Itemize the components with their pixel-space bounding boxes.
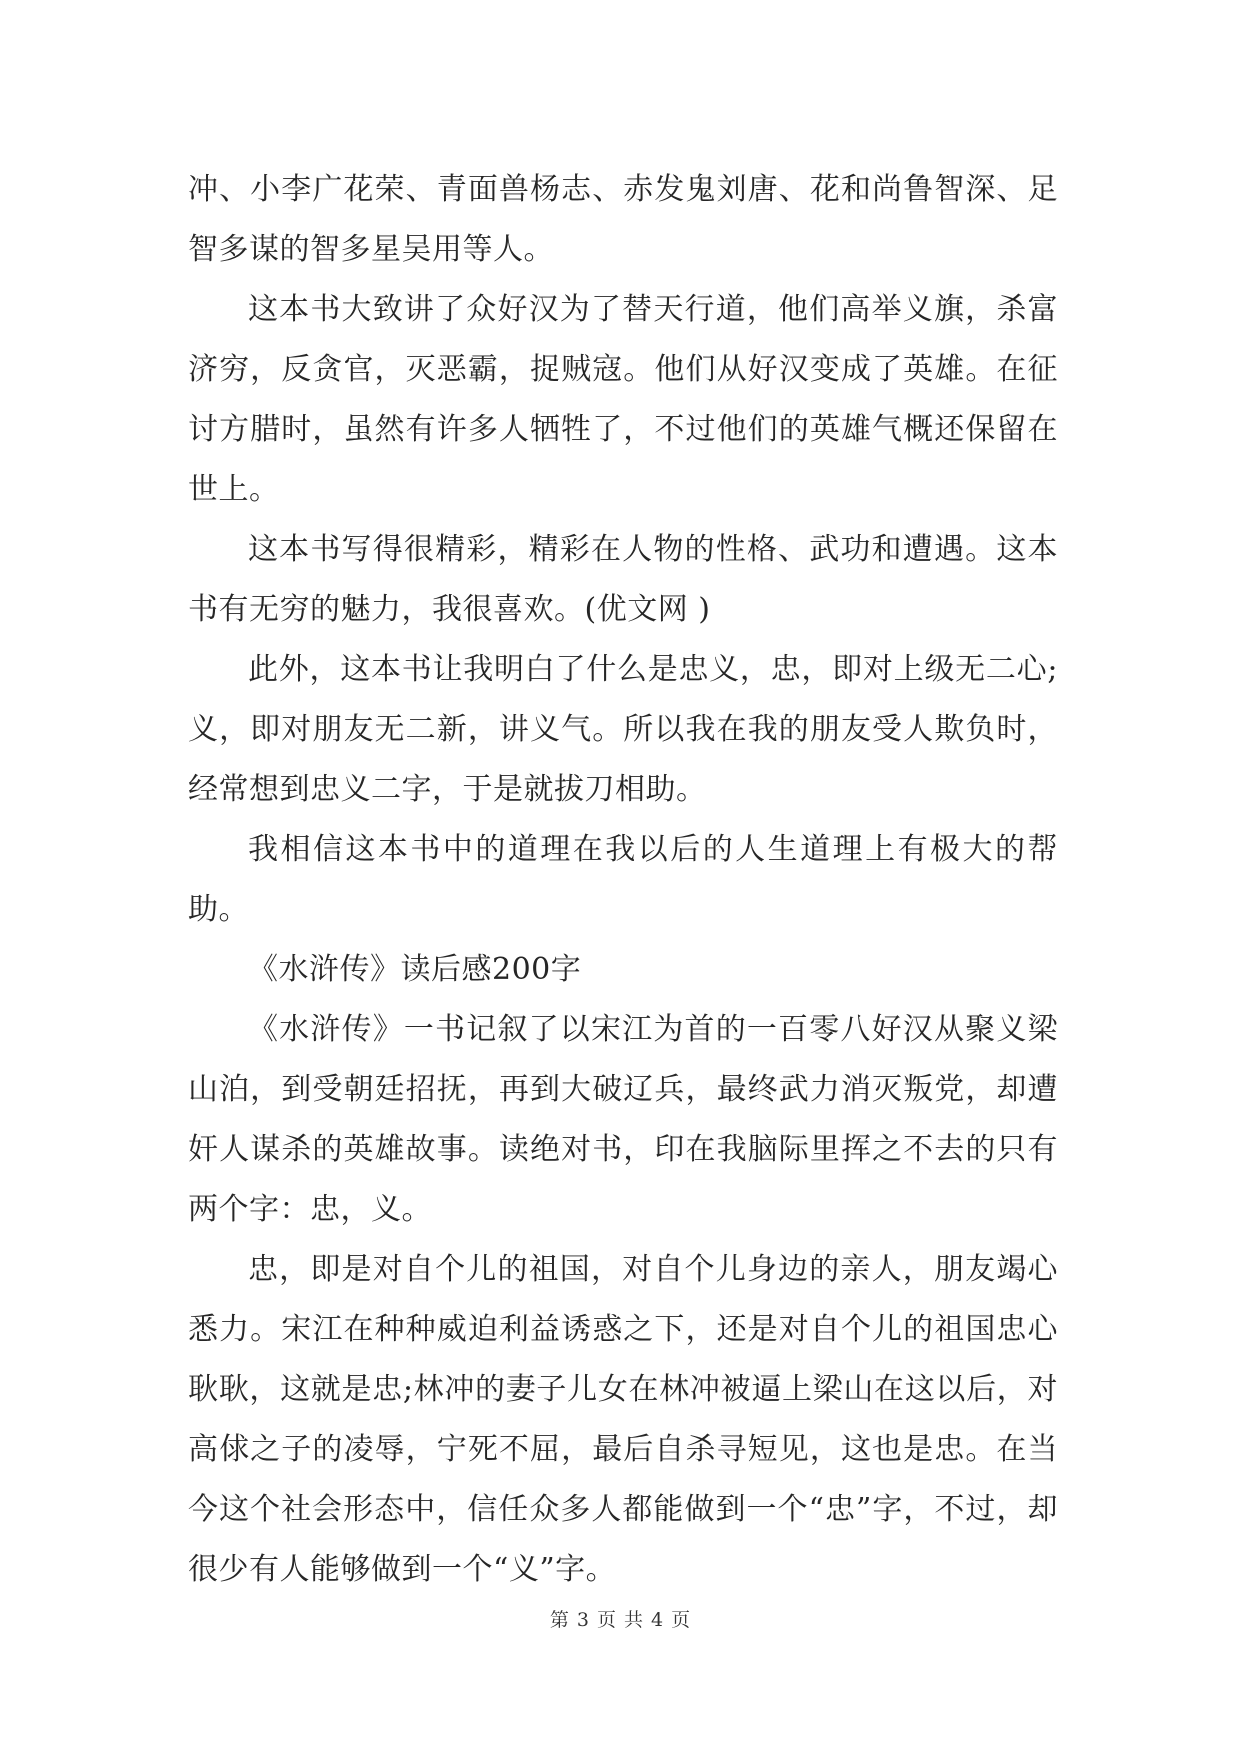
section-heading: 《水浒传》读后感200字 (248, 952, 582, 987)
paragraph-summary: 这本书大致讲了众好汉为了替天行道，他们高举义旗，杀富济穷，反贪官，灭恶霸，捉贼寇。他们从好汉变成了英雄。在征讨方腊时，虽然有许多人牺牲了，不过他们的英雄气概还保留在世上。 (188, 292, 1058, 507)
document-body (188, 160, 1058, 1600)
paragraph-appreciation: 这本书写得很精彩，精彩在人物的性格、武功和遭遇。这本书有无穷的魅力，我很喜欢。(优文网 ) (188, 532, 1058, 627)
page-number-footer: 第 3 页 共 4 页 (549, 1609, 692, 1631)
paragraph-story: 《水浒传》一书记叙了以宋江为首的一百零八好汉从聚义梁山泊，到受朝廷招抚，再到大破辽兵，最终武力消灭叛党，却遭奸人谋杀的英雄故事。读绝对书，印在我脑际里挥之不去的只有两个字：忠，义。 (188, 1012, 1058, 1227)
paragraph-zhong: 忠，即是对自个儿的祖国，对自个儿身边的亲人，朋友竭心悉力。宋江在种种威迫利益诱惑之下，还是对自个儿的祖国忠心耿耿，这就是忠;林冲的妻子儿女在林冲被逼上梁山在这以后，对高俅之子的凌辱，宁死不屈，最后自杀寻短见，这也是忠。在当今这个社会形态中，信任众多人都能做到一个“忠”字，不过，却很少有人能够做到一个“义”字。 (188, 1252, 1058, 1587)
paragraph-belief: 我相信这本书中的道理在我以后的人生道理上有极大的帮助。 (188, 832, 1058, 927)
paragraph-loyalty: 此外，这本书让我明白了什么是忠义，忠，即对上级无二心;义，即对朋友无二新，讲义气。所以我在我的朋友受人欺负时，经常想到忠义二字，于是就拔刀相助。 (188, 652, 1058, 807)
paragraph-continuation: 冲、小李广花荣、青面兽杨志、赤发鬼刘唐、花和尚鲁智深、足智多谋的智多星吴用等人。 (188, 172, 1058, 267)
